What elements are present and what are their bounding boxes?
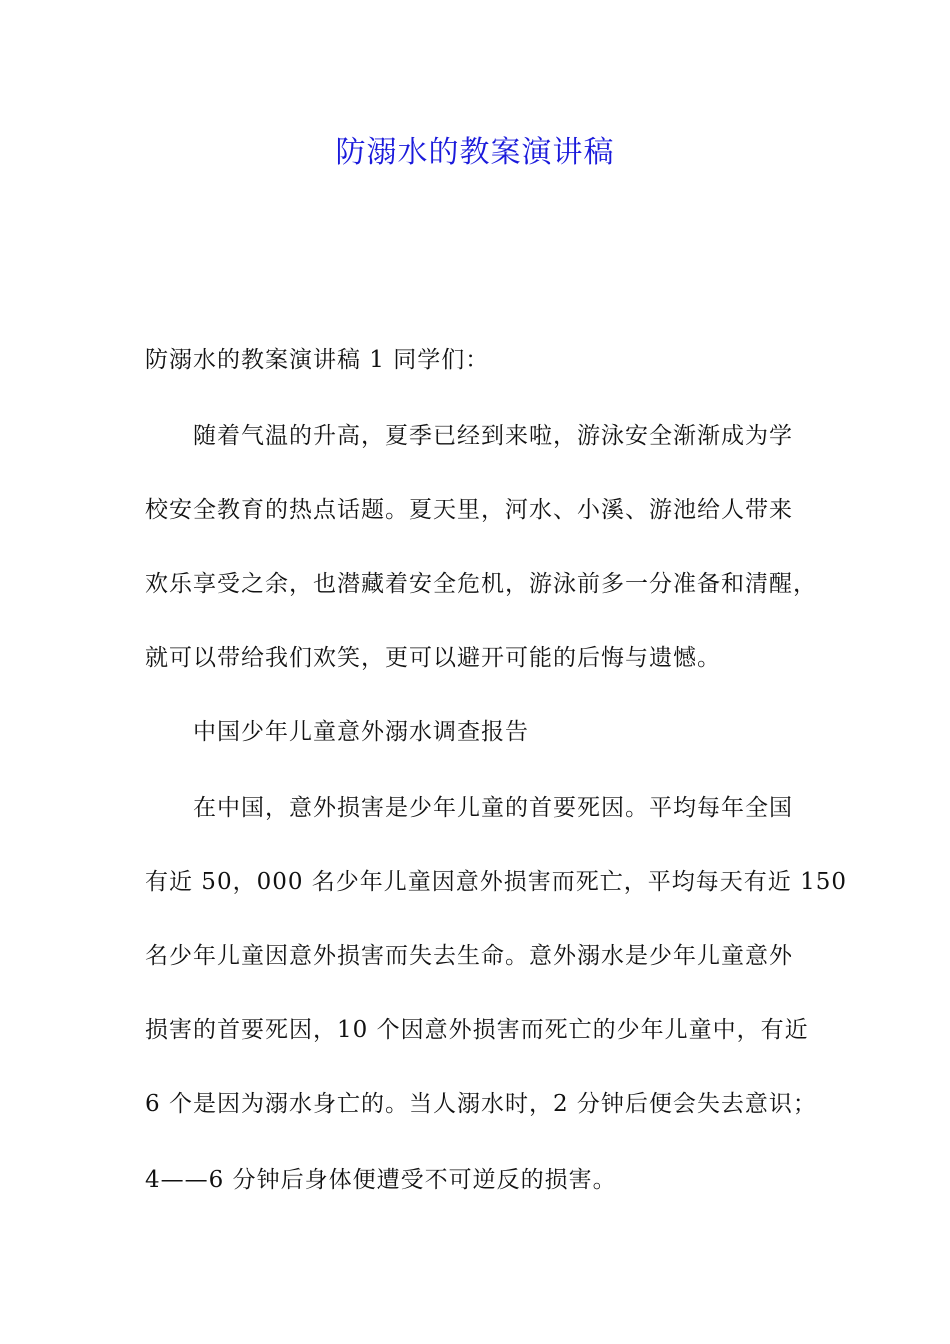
paragraph-line: 随着气温的升高，夏季已经到来啦，游泳安全渐渐成为学 [193,423,793,449]
document-title: 防溺水的教案演讲稿 [335,135,615,170]
paragraph-line: 就可以带给我们欢笑，更可以避开可能的后悔与遗憾。 [145,645,721,671]
paragraph-line: 在中国，意外损害是少年儿童的首要死因。平均每年全国 [193,795,793,821]
paragraph-line: 损害的首要死因，10 个因意外损害而死亡的少年儿童中，有近 [145,1017,809,1043]
paragraph-line: 6 个是因为溺水身亡的。当人溺水时，2 分钟后便会失去意识； [145,1091,817,1117]
paragraph-line: 有近 50，000 名少年儿童因意外损害而死亡，平均每天有近 150 [145,869,847,895]
paragraph-line: 防溺水的教案演讲稿 1 同学们： [145,347,490,373]
paragraph-line: 校安全教育的热点话题。夏天里，河水、小溪、游池给人带来 [145,497,793,523]
paragraph-line: 名少年儿童因意外损害而失去生命。意外溺水是少年儿童意外 [145,943,793,969]
paragraph-line: 中国少年儿童意外溺水调查报告 [193,719,529,745]
paragraph-line: 欢乐享受之余，也潜藏着安全危机，游泳前多一分准备和清醒， [145,571,817,597]
paragraph-line: 4——6 分钟后身体便遭受不可逆反的损害。 [145,1167,617,1193]
